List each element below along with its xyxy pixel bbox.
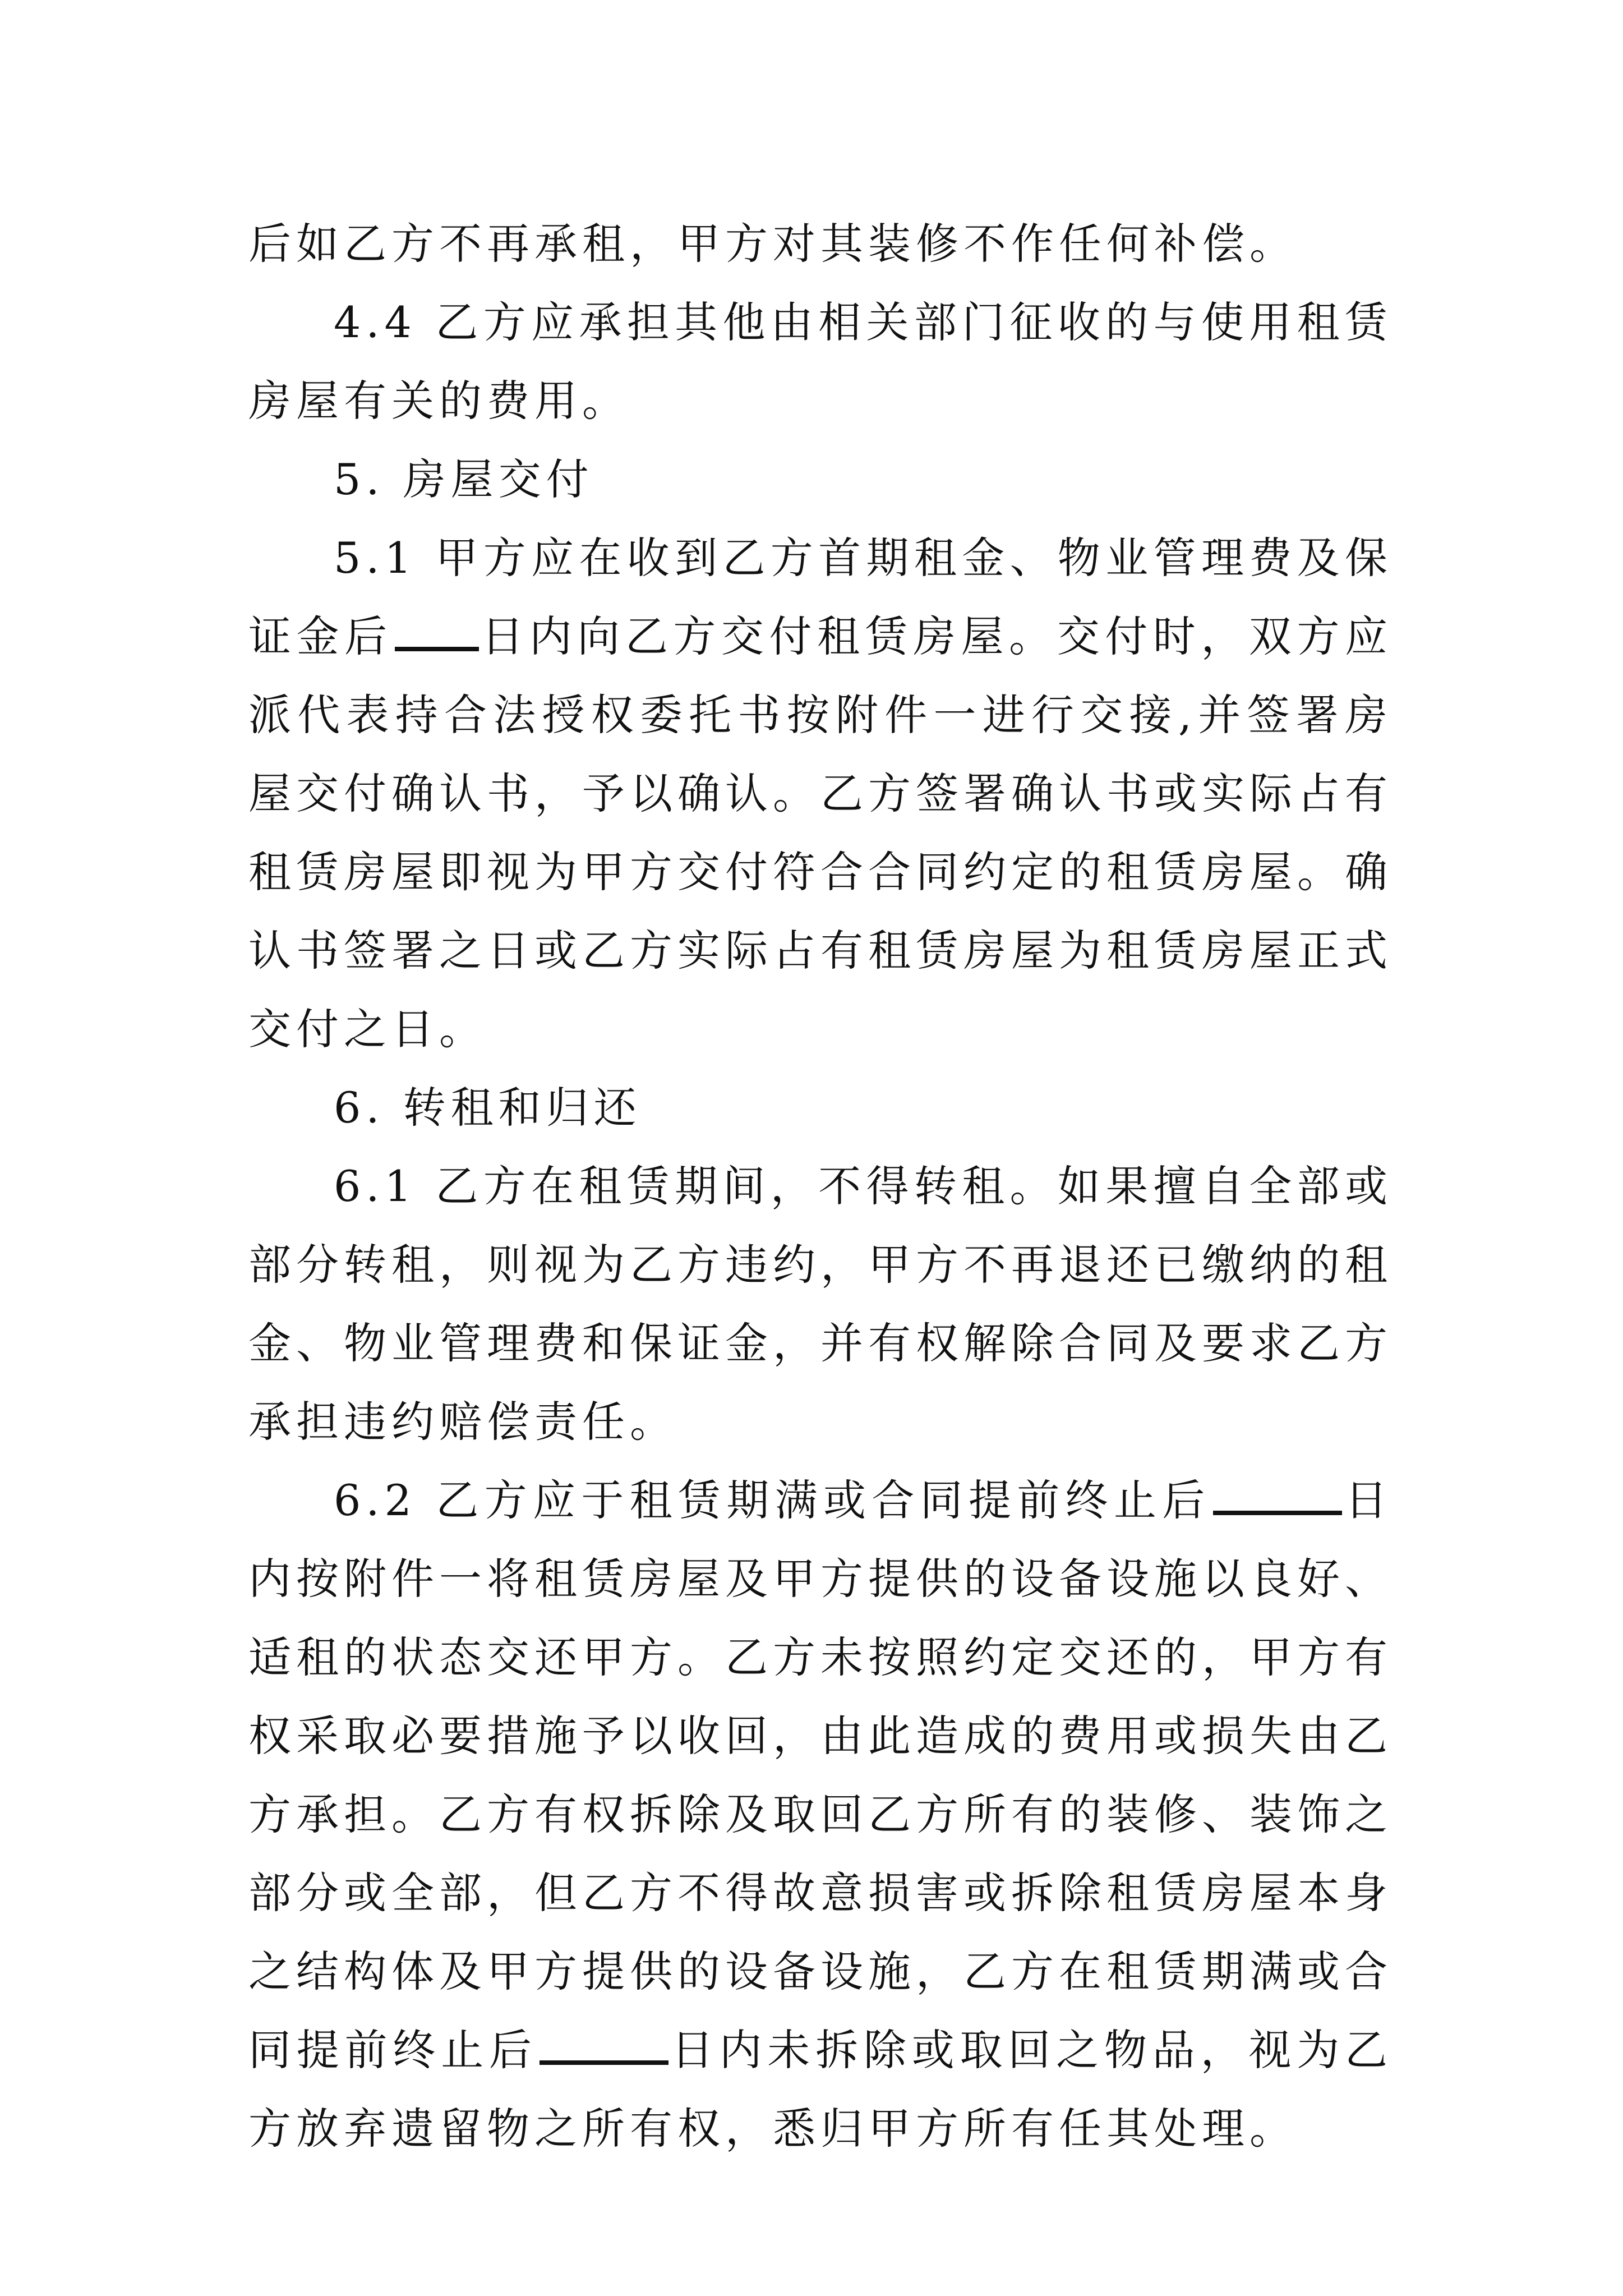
- section-heading-6: [248, 1069, 1393, 1147]
- section-heading-text: 5. 房屋交付: [334, 454, 594, 504]
- paragraph-text: 6.2 乙方应于租赁期满或合同提前终止后: [334, 1475, 1211, 1525]
- clause-6-1: [248, 1147, 1393, 1461]
- paragraph-text: 4.4 乙方应承担其他由相关部门征收的与使用租赁房屋有关的费用。: [248, 297, 1393, 426]
- section-heading-5: [248, 440, 1393, 519]
- paragraph-text: 6.1 乙方在租赁期间，不得转租。如果擅自全部或部分转租，则视为乙方违约，甲方不再退还已缴纳的租金、物业管理费和保证金，并有权解除合同及要求乙方承担违约赔偿责任。: [248, 1161, 1393, 1447]
- paragraph-text: 后如乙方不再承租，甲方对其装修不作任何补偿。: [248, 219, 1297, 269]
- paragraph-continuation: [248, 205, 1393, 283]
- paragraph-text: 日内未拆除或取回之物品，视为乙方放弃遗留物之所有权，悉归甲方所有任其处理。: [248, 2025, 1393, 2154]
- paragraph-text: 日内向乙方交付租赁房屋。交付时，双方应派代表持合法授权委托书按附件一进行交接,并签署房屋交付确认书，予以确认。乙方签署确认书或实际占有租赁房屋即视为甲方交付符合合同约定的租赁房屋。确认书签署之日或乙方实际占有租赁房屋为租赁房屋正式交付之日。: [248, 611, 1393, 1054]
- clause-4-4: [248, 283, 1393, 440]
- fill-in-blank[interactable]: [540, 2027, 668, 2065]
- contract-body: [248, 205, 1393, 2168]
- paragraph-text: 日内按附件一将租赁房屋及甲方提供的设备设施以良好、适租的状态交还甲方。乙方未按照约定交还的，甲方有权采取必要措施予以收回，由此造成的费用或损失由乙方承担。乙方有权拆除及取回乙方所有的装修、装饰之部分或全部，但乙方不得故意损害或拆除租赁房屋本身之结构体及甲方提供的设备设施，乙方在租赁期满或合同提前终止后: [248, 1475, 1393, 2075]
- paragraph-text: 5.1 甲方应在收到乙方首期租金、物业管理费及保证金后: [248, 533, 1393, 661]
- section-heading-text: 6. 转租和归还: [334, 1083, 642, 1133]
- fill-in-blank[interactable]: [1213, 1477, 1342, 1515]
- clause-5-1: [248, 519, 1393, 1069]
- fill-in-blank[interactable]: [395, 613, 479, 651]
- clause-6-2: [248, 1461, 1393, 2168]
